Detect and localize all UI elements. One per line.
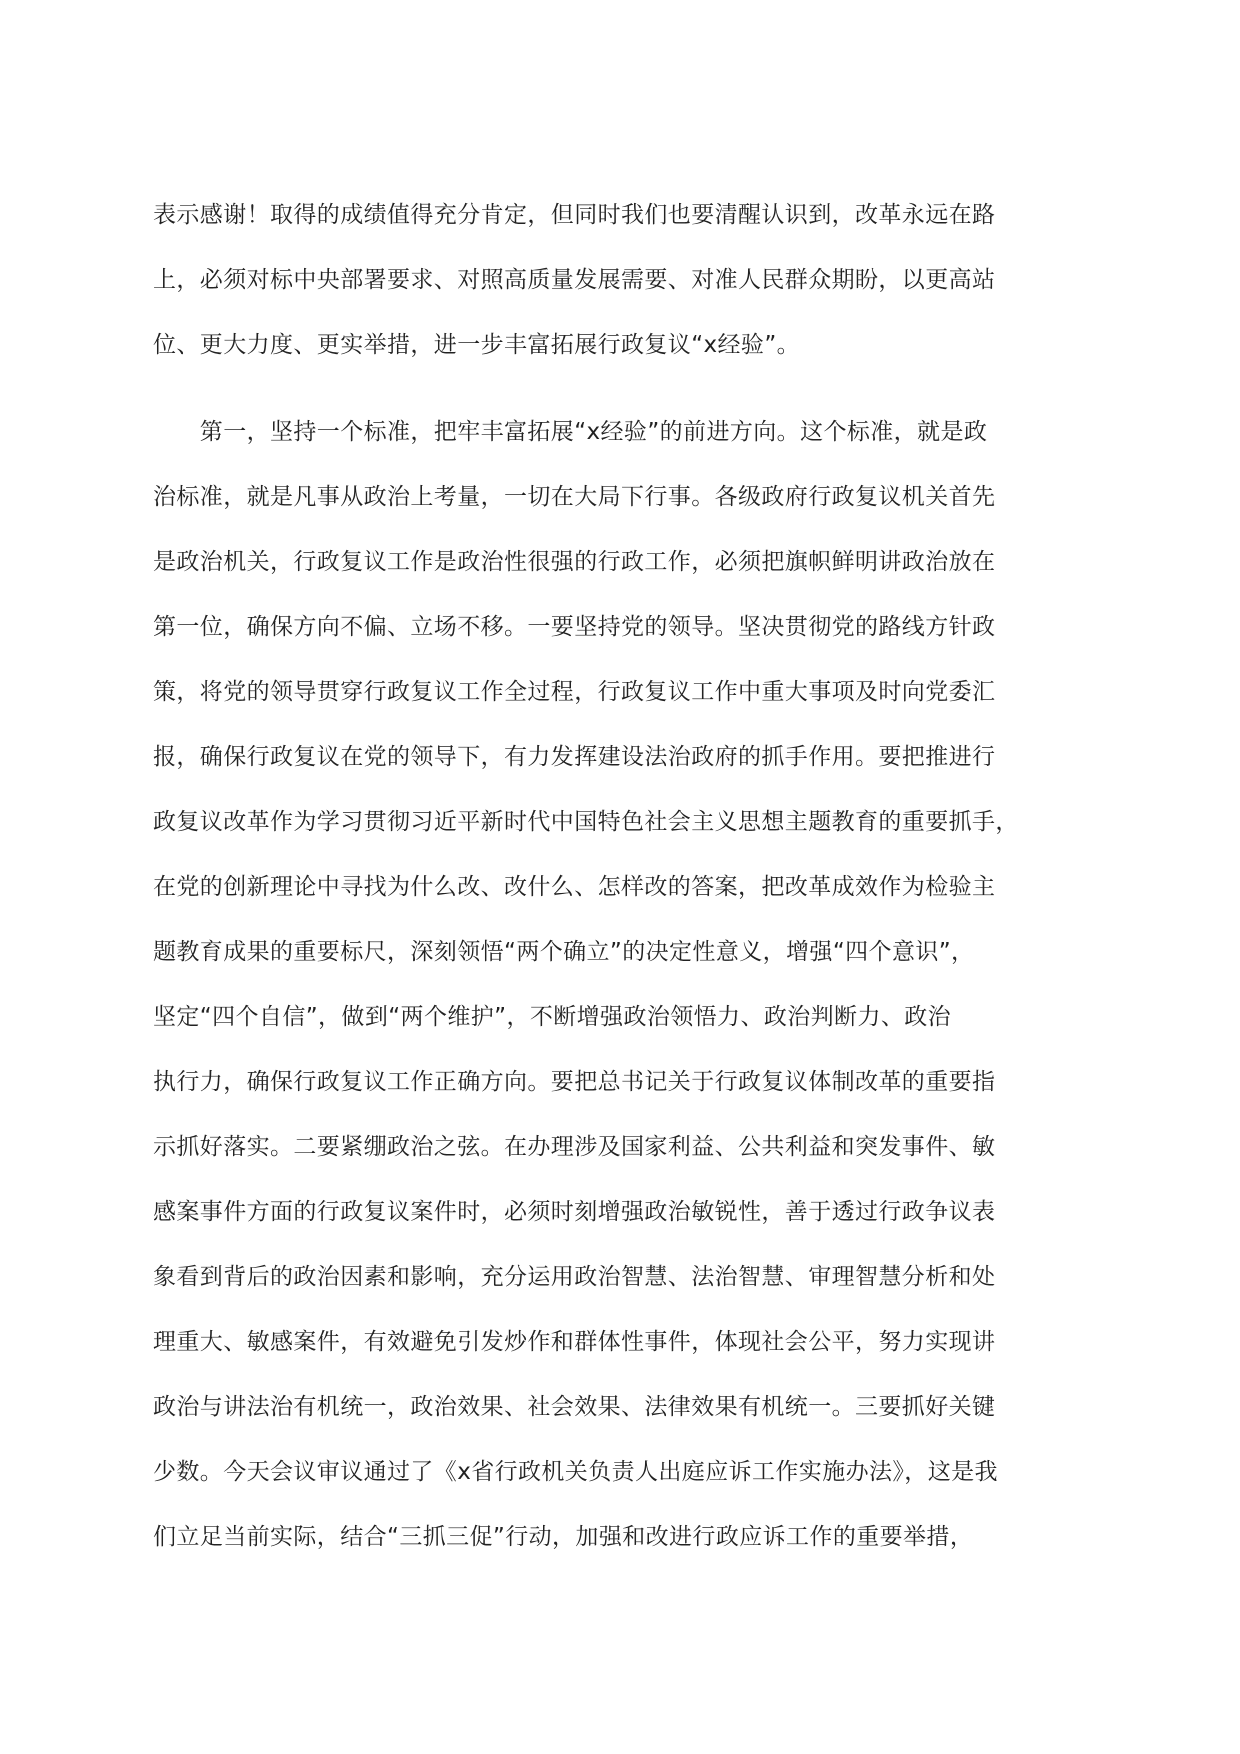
text-line: 执行力，确保行政复议工作正确方向。要把总书记关于行政复议体制改革的重要指 (153, 1069, 996, 1095)
text-line: 政复议改革作为学习贯彻习近平新时代中国特色社会主义思想主题教育的重要抓手， (153, 809, 1019, 835)
paragraph-2 (153, 400, 1083, 1570)
text-line: 题教育成果的重要标尺，深刻领悟“两个确立”的决定性意义，增强“四个意识”， (153, 939, 975, 965)
text-line: 第一，坚持一个标准，把牢丰富拓展“x经验”的前进方向。这个标准，就是政 (153, 419, 988, 445)
text-line: 少数。今天会议审议通过了《x省行政机关负责人出庭应诉工作实施办法》，这是我 (153, 1459, 998, 1485)
text-line: 示抓好落实。二要紧绷政治之弦。在办理涉及国家利益、公共利益和突发事件、敏 (153, 1134, 996, 1160)
text-line: 上，必须对标中央部署要求、对照高质量发展需要、对准人民群众期盼，以更高站 (153, 267, 996, 293)
text-line: 坚定“四个自信”，做到“两个维护”，不断增强政治领悟力、政治判断力、政治 (153, 1004, 952, 1030)
text-line: 策，将党的领导贯穿行政复议工作全过程，行政复议工作中重大事项及时向党委汇 (153, 679, 996, 705)
text-line: 象看到背后的政治因素和影响，充分运用政治智慧、法治智慧、审理智慧分析和处 (153, 1264, 996, 1290)
text-line: 治标准，就是凡事从政治上考量，一切在大局下行事。各级政府行政复议机关首先 (153, 484, 996, 510)
text-line: 理重大、敏感案件，有效避免引发炒作和群体性事件，体现社会公平，努力实现讲 (153, 1329, 996, 1355)
text-line: 位、更大力度、更实举措，进一步丰富拓展行政复议“x经验”。 (153, 332, 801, 358)
text-line: 表示感谢！取得的成绩值得充分肯定，但同时我们也要清醒认识到，改革永远在路 (153, 202, 996, 228)
text-line: 在党的创新理论中寻找为什么改、改什么、怎样改的答案，把改革成效作为检验主 (153, 874, 996, 900)
text-line: 政治与讲法治有机统一，政治效果、社会效果、法律效果有机统一。三要抓好关键 (153, 1394, 996, 1420)
text-line: 们立足当前实际，结合“三抓三促”行动，加强和改进行政应诉工作的重要举措， (153, 1524, 974, 1550)
text-line: 第一位，确保方向不偏、立场不移。一要坚持党的领导。坚决贯彻党的路线方针政 (153, 614, 996, 640)
text-line: 报，确保行政复议在党的领导下，有力发挥建设法治政府的抓手作用。要把推进行 (153, 744, 996, 770)
text-line: 是政治机关，行政复议工作是政治性很强的行政工作，必须把旗帜鲜明讲政治放在 (153, 549, 996, 575)
text-line: 感案事件方面的行政复议案件时，必须时刻增强政治敏锐性，善于透过行政争议表 (153, 1199, 996, 1225)
paragraph-1 (153, 183, 1083, 378)
